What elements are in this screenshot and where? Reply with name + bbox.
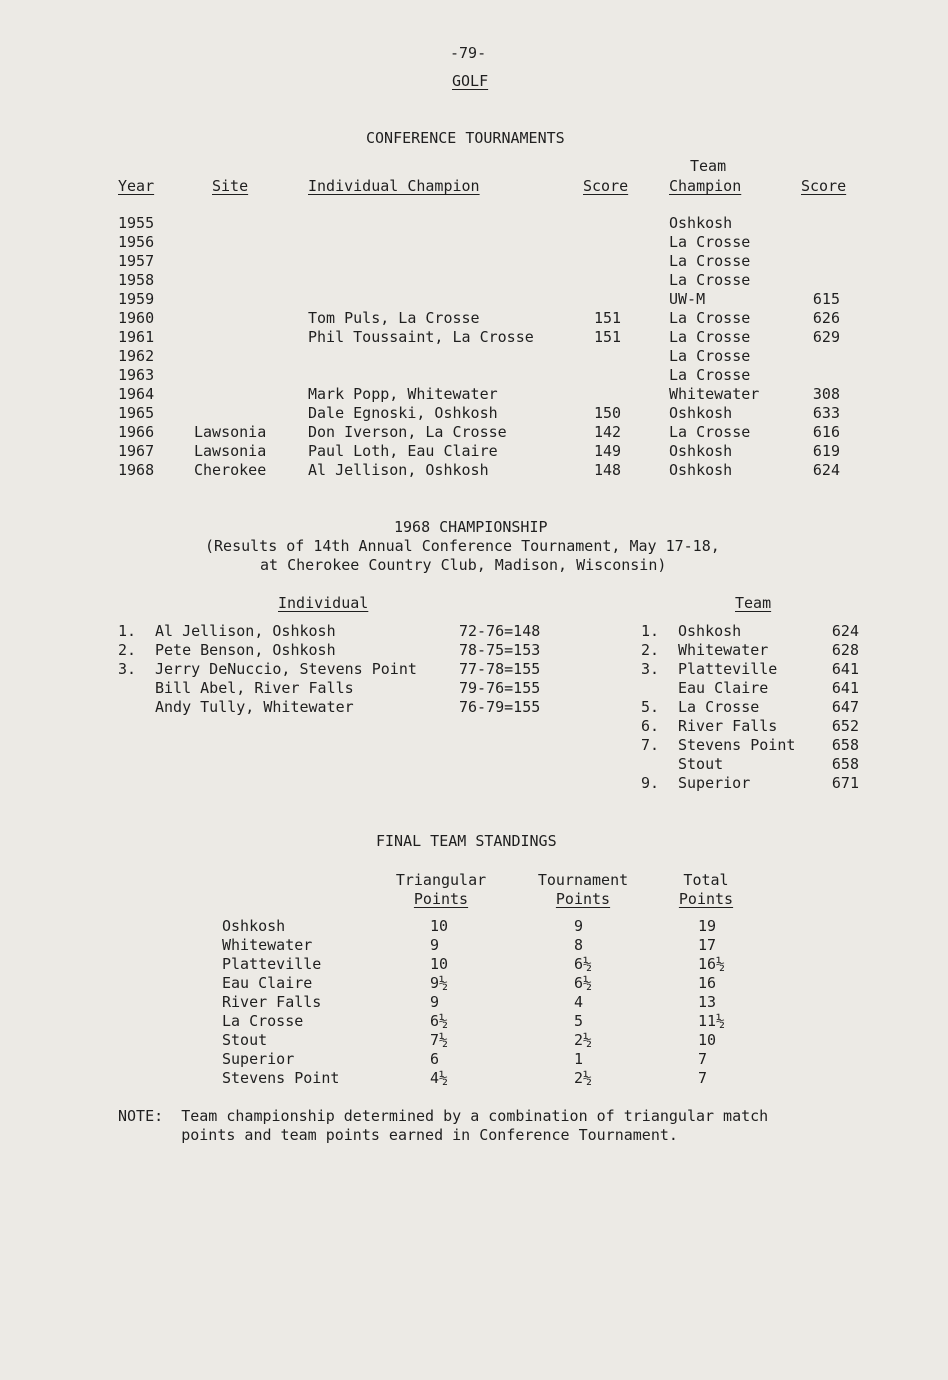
individual-results-header: Individual	[278, 594, 369, 612]
score-cell: 142	[594, 423, 622, 441]
team-name: Superior	[678, 774, 751, 792]
individual-score: 78-75=153	[459, 641, 541, 659]
year-cell: 1963	[118, 366, 155, 384]
total-header-line2: Points	[678, 890, 734, 908]
team-name: River Falls	[678, 717, 778, 735]
score-cell: 148	[594, 461, 622, 479]
individual-champion-cell: Tom Puls, La Crosse	[308, 309, 480, 327]
team-score-cell: 616	[812, 423, 840, 441]
total-points: 10	[698, 1031, 717, 1049]
team-name: Stevens Point	[678, 736, 796, 754]
triangular-points: 9	[430, 993, 440, 1011]
year-cell: 1967	[118, 442, 155, 460]
championship-subtitle-2: at Cherokee Country Club, Madison, Wisconsin)	[260, 556, 667, 574]
team-champion-cell: La Crosse	[669, 233, 751, 251]
year-cell: 1955	[118, 214, 155, 232]
year-cell: 1956	[118, 233, 155, 251]
individual-champion-cell: Dale Egnoski, Oshkosh	[308, 404, 498, 422]
triangular-header-line2: Points	[413, 890, 469, 908]
championship-subtitle-1: (Results of 14th Annual Conference Tournament, May 17-18,	[205, 537, 720, 555]
individual-score: 76-79=155	[459, 698, 541, 716]
tournament-points: 2½	[574, 1069, 593, 1087]
standings-team-name: Superior	[222, 1050, 295, 1068]
individual-champion-cell: Phil Toussaint, La Crosse	[308, 328, 534, 346]
team-name: Eau Claire	[678, 679, 769, 697]
total-points: 7	[698, 1069, 708, 1087]
tournament-header-line1: Tournament	[537, 871, 629, 889]
team-rank: 7.	[641, 736, 660, 754]
standings-team-name: Eau Claire	[222, 974, 313, 992]
team-total-score: 652	[831, 717, 859, 735]
total-points: 16½	[698, 955, 726, 973]
team-name: La Crosse	[678, 698, 760, 716]
standings-team-name: La Crosse	[222, 1012, 304, 1030]
note-line-1: NOTE: Team championship determined by a combination of triangular match	[118, 1107, 769, 1125]
team-total-score: 641	[831, 660, 859, 678]
team-champion-cell: La Crosse	[669, 271, 751, 289]
triangular-points: 10	[430, 917, 449, 935]
tournament-header-line2: Points	[555, 890, 611, 908]
score-cell: 151	[594, 328, 622, 346]
team-total-score: 647	[831, 698, 859, 716]
team-total-score: 628	[831, 641, 859, 659]
individual-champion-cell: Mark Popp, Whitewater	[308, 385, 498, 403]
tournament-points: 9	[574, 917, 584, 935]
tournament-points: 4	[574, 993, 584, 1011]
team-rank: 2.	[641, 641, 660, 659]
team-name: Stout	[678, 755, 724, 773]
standings-team-name: River Falls	[222, 993, 322, 1011]
team-total-score: 641	[831, 679, 859, 697]
team-name: Platteville	[678, 660, 778, 678]
team-champion-cell: La Crosse	[669, 423, 751, 441]
tournament-points: 8	[574, 936, 584, 954]
year-cell: 1968	[118, 461, 155, 479]
standings-team-name: Whitewater	[222, 936, 313, 954]
team-total-score: 658	[831, 755, 859, 773]
individual-champion-header: Individual Champion	[308, 177, 480, 195]
total-points: 11½	[698, 1012, 726, 1030]
tournament-points: 5	[574, 1012, 584, 1030]
tournament-points: 1	[574, 1050, 584, 1068]
team-score-cell: 619	[812, 442, 840, 460]
individual-champion-cell: Al Jellison, Oshkosh	[308, 461, 489, 479]
team-name: Whitewater	[678, 641, 769, 659]
team-champion-cell: Whitewater	[669, 385, 760, 403]
total-points: 19	[698, 917, 717, 935]
team-champion-cell: UW-M	[669, 290, 706, 308]
site-cell: Lawsonia	[194, 442, 267, 460]
score-cell: 149	[594, 442, 622, 460]
total-points: 7	[698, 1050, 708, 1068]
triangular-points: 6½	[430, 1012, 449, 1030]
page-number: -79-	[450, 44, 487, 62]
individual-score: 72-76=148	[459, 622, 541, 640]
team-header-line1: Team	[690, 157, 727, 175]
standings-team-name: Platteville	[222, 955, 322, 973]
team-champion-header: Champion	[669, 177, 742, 195]
team-score-cell: 615	[812, 290, 840, 308]
team-champion-cell: Oshkosh	[669, 461, 733, 479]
team-name: Oshkosh	[678, 622, 742, 640]
total-points: 16	[698, 974, 717, 992]
team-champion-cell: Oshkosh	[669, 214, 733, 232]
team-score-cell: 308	[812, 385, 840, 403]
score-cell: 151	[594, 309, 622, 327]
individual-score: 77-78=155	[459, 660, 541, 678]
team-rank: 3.	[641, 660, 660, 678]
triangular-points: 9	[430, 936, 440, 954]
team-champion-cell: Oshkosh	[669, 442, 733, 460]
site-cell: Lawsonia	[194, 423, 267, 441]
team-total-score: 671	[831, 774, 859, 792]
score-cell: 150	[594, 404, 622, 422]
team-score-header: Score	[801, 177, 847, 195]
total-points: 17	[698, 936, 717, 954]
tournament-points: 6½	[574, 974, 593, 992]
individual-rank: 1.	[118, 622, 137, 640]
individual-name: Al Jellison, Oshkosh	[155, 622, 336, 640]
total-points: 13	[698, 993, 717, 1011]
team-champion-cell: La Crosse	[669, 309, 751, 327]
triangular-header-line1: Triangular	[395, 871, 487, 889]
conference-tournaments-heading: CONFERENCE TOURNAMENTS	[366, 129, 565, 147]
team-score-cell: 624	[812, 461, 840, 479]
individual-champion-cell: Paul Loth, Eau Claire	[308, 442, 498, 460]
site-header: Site	[212, 177, 249, 195]
triangular-points: 10	[430, 955, 449, 973]
team-results-header: Team	[735, 594, 772, 612]
team-rank: 9.	[641, 774, 660, 792]
individual-name: Jerry DeNuccio, Stevens Point	[155, 660, 417, 678]
team-champion-cell: La Crosse	[669, 347, 751, 365]
team-score-cell: 633	[812, 404, 840, 422]
triangular-points: 4½	[430, 1069, 449, 1087]
year-cell: 1966	[118, 423, 155, 441]
final-standings-heading: FINAL TEAM STANDINGS	[376, 832, 557, 850]
year-cell: 1959	[118, 290, 155, 308]
team-champion-cell: La Crosse	[669, 328, 751, 346]
score-header: Score	[583, 177, 629, 195]
standings-team-name: Stevens Point	[222, 1069, 340, 1087]
note-line-2: points and team points earned in Conference Tournament.	[118, 1126, 678, 1144]
team-rank: 1.	[641, 622, 660, 640]
individual-rank: 3.	[118, 660, 137, 678]
year-cell: 1958	[118, 271, 155, 289]
team-total-score: 658	[831, 736, 859, 754]
standings-team-name: Stout	[222, 1031, 268, 1049]
individual-name: Andy Tully, Whitewater	[155, 698, 354, 716]
triangular-points: 7½	[430, 1031, 449, 1049]
year-cell: 1964	[118, 385, 155, 403]
year-cell: 1962	[118, 347, 155, 365]
total-header-line1: Total	[683, 871, 729, 889]
team-champion-cell: Oshkosh	[669, 404, 733, 422]
tournament-points: 6½	[574, 955, 593, 973]
team-champion-cell: La Crosse	[669, 252, 751, 270]
team-rank: 5.	[641, 698, 660, 716]
team-total-score: 624	[831, 622, 859, 640]
year-cell: 1965	[118, 404, 155, 422]
year-cell: 1960	[118, 309, 155, 327]
individual-name: Pete Benson, Oshkosh	[155, 641, 336, 659]
page-title: GOLF	[452, 72, 489, 90]
championship-heading: 1968 CHAMPIONSHIP	[394, 518, 548, 536]
team-score-cell: 626	[812, 309, 840, 327]
triangular-points: 9½	[430, 974, 449, 992]
year-cell: 1961	[118, 328, 155, 346]
tournament-points: 2½	[574, 1031, 593, 1049]
team-champion-cell: La Crosse	[669, 366, 751, 384]
year-header: Year	[118, 177, 155, 195]
individual-champion-cell: Don Iverson, La Crosse	[308, 423, 507, 441]
individual-name: Bill Abel, River Falls	[155, 679, 354, 697]
individual-score: 79-76=155	[459, 679, 541, 697]
team-score-cell: 629	[812, 328, 840, 346]
triangular-points: 6	[430, 1050, 440, 1068]
site-cell: Cherokee	[194, 461, 267, 479]
year-cell: 1957	[118, 252, 155, 270]
standings-team-name: Oshkosh	[222, 917, 286, 935]
individual-rank: 2.	[118, 641, 137, 659]
team-rank: 6.	[641, 717, 660, 735]
